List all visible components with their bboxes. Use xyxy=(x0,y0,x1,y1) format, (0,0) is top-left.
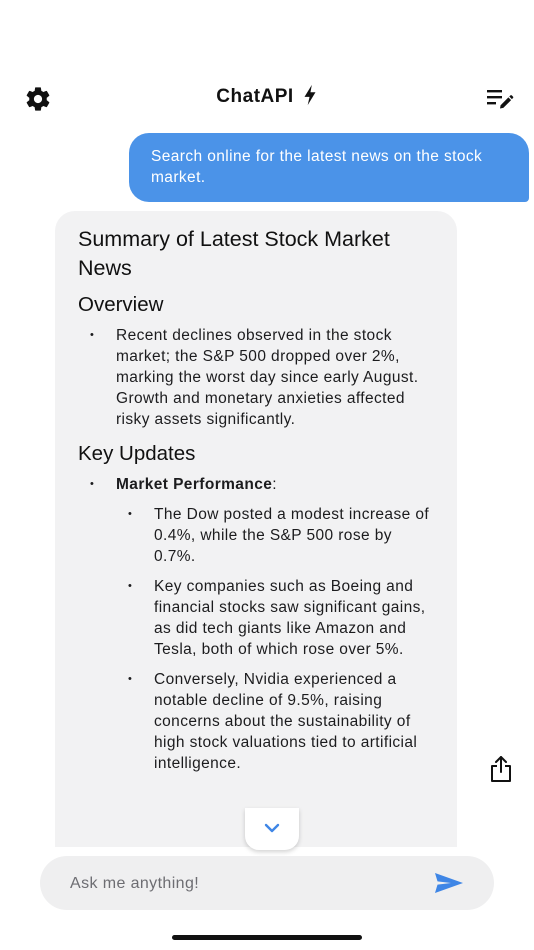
key-updates-list xyxy=(78,474,435,774)
list-item: • Key companies such as Boeing and financial stocks saw significant gains, as did tech giants like Amazon and Tesla, both of which rose over 5%. xyxy=(116,576,435,660)
message-composer xyxy=(40,856,494,910)
key-updates-heading: Key Updates xyxy=(78,442,196,465)
compose-list-icon[interactable] xyxy=(486,87,514,111)
home-indicator xyxy=(172,935,362,940)
list-item: • The Dow posted a modest increase of 0.4%, while the S&P 500 rose by 0.7%. xyxy=(116,504,435,567)
list-item: • Recent declines observed in the stock market; the S&P 500 dropped over 2%, marking the worst day since early August. Growth and monetary anxieties affected risky assets significantly. xyxy=(78,325,435,430)
market-performance-colon: : xyxy=(272,476,277,493)
header xyxy=(0,76,534,120)
share-icon[interactable] xyxy=(489,755,513,783)
app-title: ChatAPI xyxy=(216,86,294,107)
list-item xyxy=(78,474,435,774)
message-input[interactable] xyxy=(68,856,432,912)
app-title-group xyxy=(0,84,534,108)
market-performance-sublist xyxy=(116,504,435,774)
assistant-message-bubble xyxy=(55,211,457,847)
market-performance-label: Market Performance xyxy=(116,476,273,493)
assistant-message-content xyxy=(55,211,457,774)
summary-heading: Summary of Latest Stock Market News xyxy=(78,227,390,280)
user-message-bubble xyxy=(129,133,529,202)
send-icon[interactable] xyxy=(434,872,464,894)
scroll-to-bottom-button[interactable] xyxy=(245,808,299,850)
overview-list xyxy=(78,325,435,430)
list-item: • Conversely, Nvidia experienced a notable decline of 9.5%, raising concerns about the sustainability of high stock valuations tied to artificial intelligence. xyxy=(116,669,435,774)
user-message-text: Search online for the latest news on the stock market. xyxy=(151,148,483,186)
overview-heading: Overview xyxy=(78,293,164,316)
lightning-bolt-icon xyxy=(302,84,318,106)
chevron-down-icon xyxy=(263,822,281,834)
